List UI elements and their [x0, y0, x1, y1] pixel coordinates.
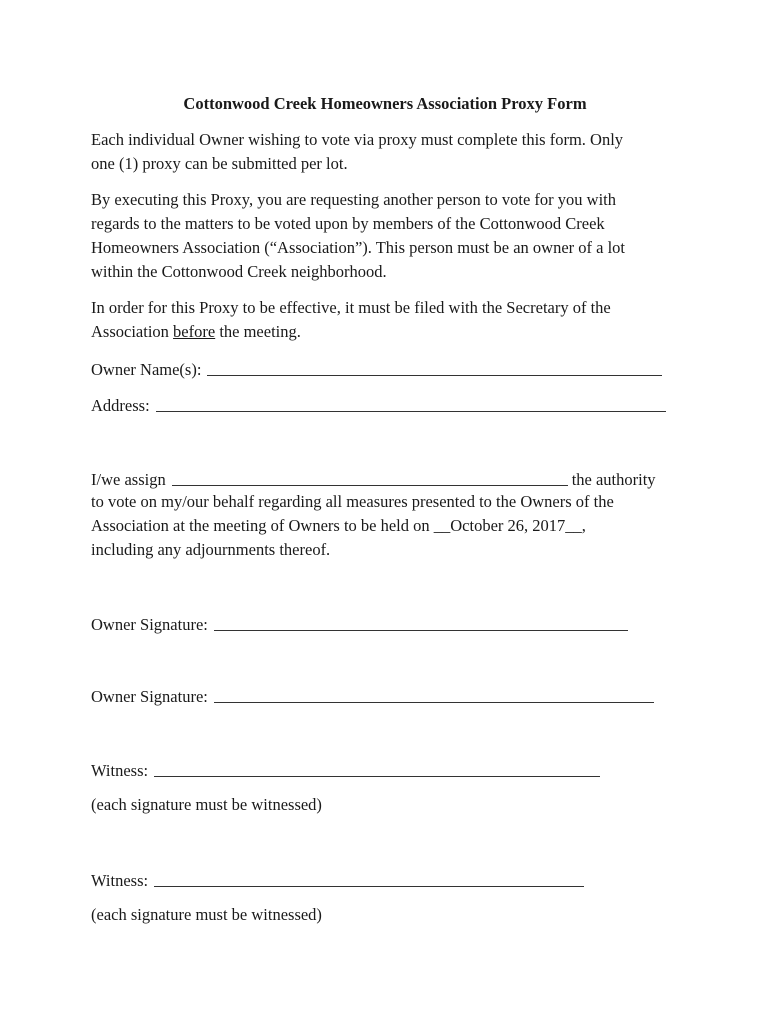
witness-note-1: (each signature must be witnessed) [91, 795, 322, 814]
proxy-holder-field[interactable] [172, 467, 568, 486]
witness-row-1 [91, 757, 600, 781]
owner-signature-row-1 [91, 611, 628, 635]
assign-line-4: including any adjournments thereof. [91, 540, 331, 559]
address-row [91, 392, 666, 416]
owner-signature-label-1: Owner Signature: [91, 615, 208, 634]
proxy-explanation-paragraph [91, 188, 691, 284]
owner-signature-label-2: Owner Signature: [91, 687, 208, 706]
intro-paragraph [91, 128, 691, 176]
filing-paragraph [91, 296, 691, 344]
before-emphasis: before [173, 322, 216, 341]
witness-field-1[interactable] [154, 758, 600, 777]
owner-signature-field-1[interactable] [214, 612, 628, 631]
intro-line-1: Each individual Owner wishing to vote via proxy must complete this form. Only [91, 130, 624, 149]
assign-label: I/we assign [91, 470, 166, 489]
assign-line-2: to vote on my/our behalf regarding all measures presented to the Owners of the [91, 492, 614, 511]
owner-names-field[interactable] [207, 357, 662, 376]
assign-line-3: Association at the meeting of Owners to be held on __October 26, 2017__, [91, 516, 586, 535]
assign-paragraph [91, 490, 691, 562]
address-label: Address: [91, 396, 150, 415]
witness-field-2[interactable] [154, 868, 584, 887]
assign-authority-text: the authority [571, 470, 656, 489]
filing-line-1: In order for this Proxy to be effective, it must be filed with the Secretary of the [91, 298, 611, 317]
address-field[interactable] [156, 393, 666, 412]
witness-note-2: (each signature must be witnessed) [91, 905, 322, 924]
owner-names-row [91, 356, 662, 380]
form-title: Cottonwood Creek Homeowners Association Proxy Form [183, 94, 587, 113]
witness-label-2: Witness: [91, 871, 149, 890]
assign-row [91, 466, 656, 490]
owner-signature-field-2[interactable] [214, 684, 654, 703]
filing-line-2: Association before the meeting. [91, 322, 301, 341]
intro-line-2: one (1) proxy can be submitted per lot. [91, 154, 348, 173]
witness-label-1: Witness: [91, 761, 149, 780]
explanation-line-4: within the Cottonwood Creek neighborhood. [91, 262, 387, 281]
explanation-line-1: By executing this Proxy, you are requesting another person to vote for you with [91, 190, 616, 209]
explanation-line-2: regards to the matters to be voted upon by members of the Cottonwood Creek [91, 214, 605, 233]
owner-names-label: Owner Name(s): [91, 360, 202, 379]
witness-row-2 [91, 867, 584, 891]
explanation-line-3: Homeowners Association (“Association”). This person must be an owner of a lot [91, 238, 626, 257]
owner-signature-row-2 [91, 683, 654, 707]
